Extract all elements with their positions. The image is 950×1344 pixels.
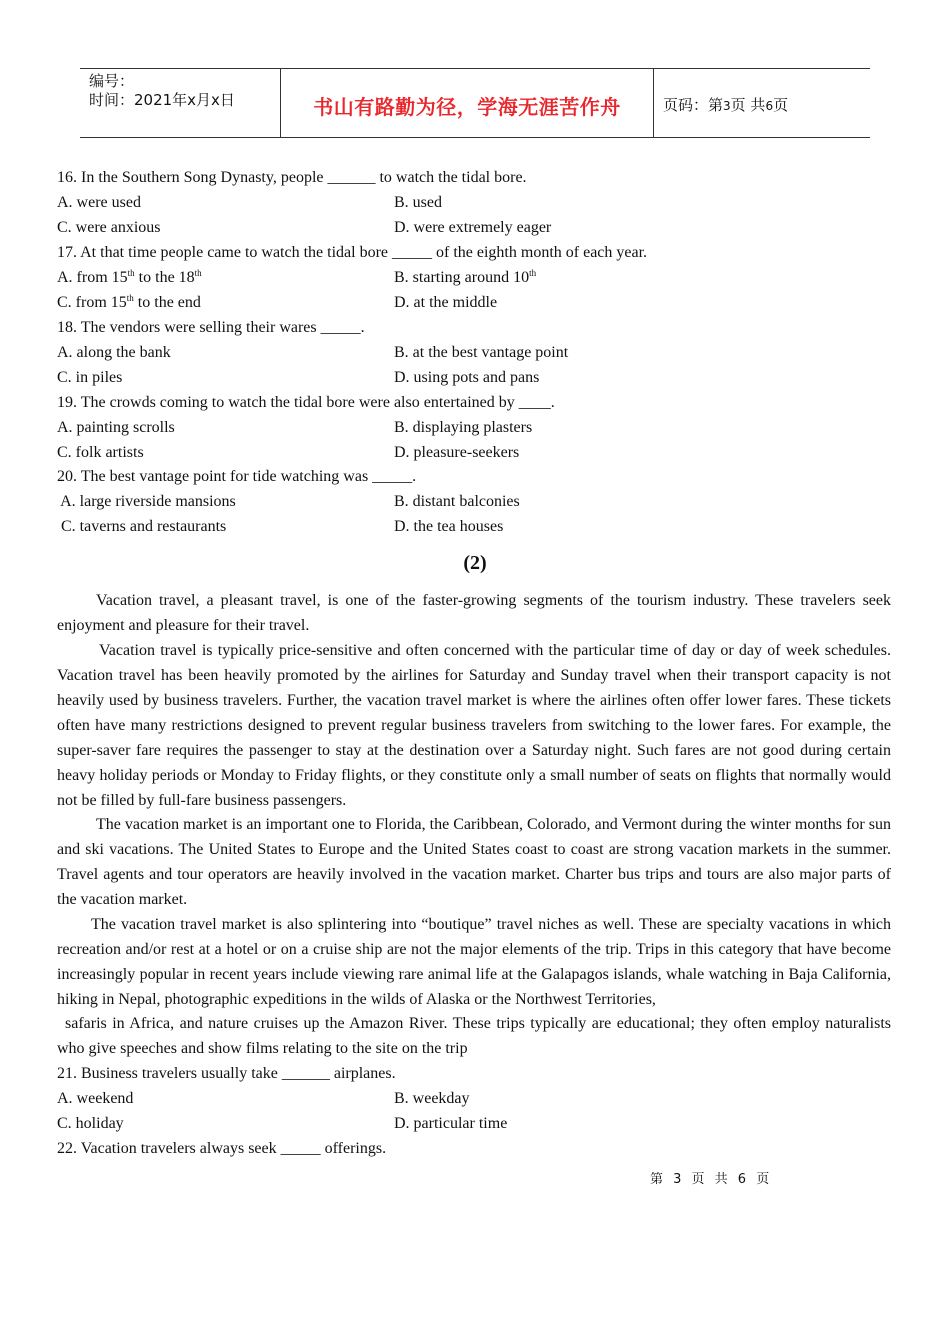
question-stem: 22. Vacation travelers always seek _____ offerings. [57, 1140, 387, 1157]
option-a: A. from 15th to the 18th [57, 268, 202, 286]
option-c: C. taverns and restaurants [57, 518, 227, 535]
option-d: D. pleasure-seekers [394, 444, 520, 461]
option-b: B. used [394, 194, 442, 211]
option-d: D. were extremely eager [394, 219, 552, 236]
option-d: D. the tea houses [394, 518, 504, 535]
option-a: A. along the bank [57, 344, 171, 361]
page-code: 页码：第3页 共6页 [663, 96, 789, 114]
option-d: D. using pots and pans [394, 369, 540, 386]
option-d: D. at the middle [394, 294, 498, 311]
header-page-cell [654, 69, 870, 137]
question-stem: 19. The crowds coming to watch the tidal bore were also entertained by ____. [57, 394, 555, 411]
section-title: (2) [463, 552, 487, 574]
option-a: A. weekend [57, 1090, 134, 1107]
option-c: C. were anxious [57, 219, 161, 236]
option-c: C. folk artists [57, 444, 144, 461]
option-a: A. were used [57, 194, 141, 211]
question-stem: 20. The best vantage point for tide watching was _____. [57, 468, 417, 485]
option-b: B. at the best vantage point [394, 344, 569, 361]
option-b: B. weekday [394, 1090, 470, 1107]
option-b: B. starting around 10th [394, 268, 537, 286]
header-motto-cell [281, 69, 654, 137]
question-stem: 16. In the Southern Song Dynasty, people ______ to watch the tidal bore. [57, 169, 527, 186]
question-stem: 18. The vendors were selling their wares _____. [57, 319, 365, 336]
option-d: D. particular time [394, 1115, 508, 1132]
question-stem: 17. At that time people came to watch the tidal bore _____ of the eighth month of each year. [57, 244, 648, 261]
option-a: A. painting scrolls [57, 419, 175, 436]
option-c: C. from 15th to the end [57, 293, 201, 311]
option-b: B. distant balconies [394, 493, 520, 510]
page-header [80, 68, 870, 138]
option-b: B. displaying plasters [394, 419, 533, 436]
code-label: 编号： [89, 72, 135, 90]
passage-paragraph: Vacation travel, a pleasant travel, is one of the faster-growing segments of the tourism industry. These travelers seek enjoyment and pleasure for their travel. [57, 592, 891, 634]
page-footer: 第 3 页 共 6 页 [650, 1172, 771, 1187]
question-stem: 21. Business travelers usually take ______ airplanes. [57, 1065, 396, 1082]
motto: 书山有路勤为径，学海无涯苦作舟 [313, 95, 621, 119]
header-info-cell [80, 69, 281, 137]
option-c: C. in piles [57, 369, 123, 386]
option-c: C. holiday [57, 1115, 124, 1132]
passage-paragraph: Vacation travel is typically price-sensitive and often concerned with the particular time of day or day of week schedules. Vacation travel has been heavily promoted by the airlines for Saturday and Sunday travel when their transport capacity is not heavily used by business travelers. Further, the vacation travel market is where the airlines often offer lower fares. These tickets often have many restrictions designed to prevent regular business travelers from switching to the lower fares. For example, the super-saver fare requires the passenger to stay at the destination over a Saturday night. Such fares are not good during certain heavy holiday periods or Monday to Friday flights, or they constitute only a small number of seats on flights that normally would not be filled by full-fare business passengers. [57, 642, 891, 809]
passage-paragraph: The vacation market is an important one to Florida, the Caribbean, Colorado, and Vermont during the winter months for sun and ski vacations. The United States to Europe and the United States coast to coast are strong vacation markets in the summer. Travel agents and tour operators are heavily involved in the vacation market. Charter bus trips and tours are also major parts of the vacation market. [57, 816, 891, 908]
passage-paragraph: safaris in Africa, and nature cruises up the Amazon River. These trips typically are educational; they often employ naturalists who give speeches and show films relating to the site on the trip [57, 1015, 891, 1057]
option-a: A. large riverside mansions [57, 493, 236, 510]
passage-paragraph: The vacation travel market is also splintering into “boutique” travel niches as well. These are specialty vacations in which recreation and/or rest at a hotel or on a cruise ship are not the major elements of the trip. Trips in this category that have become increasingly popular in recent years include viewing rare animal life at the Galapagos islands, whale watching in Baja California, hiking in Nepal, photographic expeditions in the wilds of Alaska or the Northwest Territories, [57, 916, 891, 1008]
date-label: 时间：2021年x月x日 [89, 91, 235, 109]
